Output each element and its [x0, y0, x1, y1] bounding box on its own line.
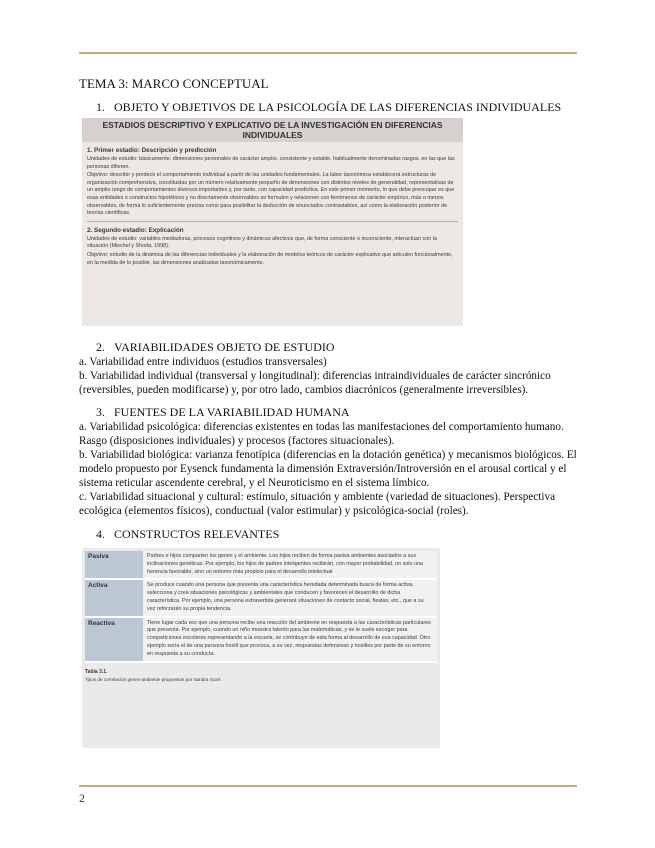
table-row: [85, 551, 437, 580]
scan-stage1-objective: Objetivo: describir y predecir el comportamiento individual a partir de las unidades fundamentales. La labor taxonómica establecerá estructuras de organización comprehensiva, constituidas por un número relativamente pequeño de dimensiones con distintos niveles de generalidad, representativas de un amplio rango de comportamientos diversos importantes y, por tanto, con capacidad predictiva. En este primer momento, lo que debe preocupar es que esas entidades o constructos hipotéticos y no directamente observables se formulen y relacionen con fenómenos de carácter empírico, más o menos observables, de forma lo suficientemente precisa como para posibilitar la deducción de enunciados contrastables, así como la elaboración posterior de teorías científicas.: [87, 172, 455, 217]
section-heading-text: VARIABILIDADES OBJETO DE ESTUDIO: [114, 340, 335, 354]
section-heading-1: [79, 100, 579, 115]
footer-rule: [79, 785, 577, 787]
scan-stage2-units: Unidades de estudio: variables mediadoras, procesos cognitivos y dinámicos afectivos que, de forma consciente o inconsciente, interactúan con la situación (Mischel y Shoda, 1998).: [87, 235, 437, 250]
table-row-text: Se produce cuando una persona que presenta una característica heredada determinada busca de forma activa, selecciona y crea situaciones psicológicas y ambientales que conducen y favorecen el desarrollo de dicha característica. Por ejemplo, una persona extravertida generará situaciones de contacto social, fiestas, etc., que a su vez reforzarán su propia tendencia.: [143, 580, 437, 615]
section-heading-2: [79, 340, 579, 355]
table-caption-text: Tipos de correlación genes-ambiente propuestos por Sandra Scarr.: [85, 676, 222, 682]
section-heading-4: [79, 527, 579, 542]
section-heading-3: [79, 405, 579, 420]
scanned-figure-estadios: [82, 118, 463, 326]
scanned-table-correlacion: [82, 548, 440, 748]
scan-stage2-heading: 2. Segundo estadio: Explicación: [87, 226, 184, 234]
section-number: 1.: [96, 100, 105, 114]
page-number: 2: [79, 791, 85, 805]
section-number: 3.: [96, 405, 105, 419]
section-heading-text: FUENTES DE LA VARIABILIDAD HUMANA: [114, 405, 350, 419]
scan-stage1-heading: 1. Primer estadio: Descripción y predicción: [87, 147, 217, 154]
scan-stage1-units: Unidades de estudio: básicamente, dimensiones personales de carácter amplio, consistente y estable, habitualmente denominadas rasgos, en las que las personas difieren.: [87, 156, 455, 170]
table-row-label: Pasiva: [85, 551, 143, 578]
paragraph: a. Variabilidad entre individuos (estudios transversales): [79, 356, 327, 368]
page-content: [79, 76, 579, 748]
table-row-label: Reactiva: [85, 618, 143, 661]
table-row-text: Padres e hijos comparten los genes y el ambiente. Los hijos reciben de forma pasiva ambientes asociados a sus inclinaciones genéticas. Por ejemplo, los hijos de padres inteligentes recibirán, con mayor probabilidad, no solo una herencia favorable, sino un entorno más propicio para el desarrollo intelectual: [143, 551, 437, 578]
scan-divider: [87, 221, 458, 222]
scan-title: ESTADIOS DESCRIPTIVO Y EXPLICATIVO DE LA INVESTIGACIÓN EN DIFERENCIAS INDIVIDUALES: [82, 118, 463, 142]
table-caption-number: Tabla 3.1.: [85, 668, 108, 675]
paragraph: b. Variabilidad biológica: varianza fenotípica (diferencias en la dotación genética) y mecanismos biológicos. El modelo propuesto por Eysenck fundamenta la dimensión Extraversión/Introversión en el arousal cortical y el sistema reticular ascendente cerebral, y el Neuroticismo en el sistema límbico.: [79, 449, 577, 489]
header-rule: [79, 52, 577, 54]
scan-stage2-objective: Objetivo: estudio de la dinámica de las diferencias individuales y la elaboración de modelos teóricos de carácter explicativo que articulen funcionalmente, en la medida de lo posible, las dimensiones analizadas taxonómicamente.: [87, 251, 453, 266]
section-heading-text: CONSTRUCTOS RELEVANTES: [114, 527, 280, 541]
paragraph: a. Variabilidad psicológica: diferencias existentes en todas las manifestaciones del comportamiento humano. Rasgo (disposiciones individuales) y procesos (factores situacionales).: [79, 421, 564, 447]
table-row: [85, 618, 437, 663]
paragraph: b. Variabilidad individual (transversal y longitudinal): diferencias intraindividuales de carácter sincrónico (reversibles, pueden modificarse) y, por otro lado, cambios diacrónicos (generalmente irreversibles).: [79, 370, 551, 396]
table-row-label: Activa: [85, 580, 143, 615]
page-title: TEMA 3: MARCO CONCEPTUAL: [79, 76, 269, 91]
section-number: 2.: [96, 340, 105, 354]
section-heading-text: OBJETO Y OBJETIVOS DE LA PSICOLOGÍA DE LAS DIFERENCIAS INDIVIDUALES: [114, 100, 562, 114]
paragraph: c. Variabilidad situacional y cultural: estímulo, situación y ambiente (variedad de situaciones). Perspectiva ecológica (elementos físicos), conductual (valor estimular) y psicológica-social (roles).: [79, 491, 556, 517]
section-number: 4.: [96, 527, 105, 541]
table-row-text: Tiene lugar cada vez que una persona recibe una reacción del ambiente en respuesta a las características particulares que presenta. Por ejemplo, cuando un niño muestra talento para las matemáticas, y se le suele escoger para competiciones escolares representando a la escuela, se contribuye de esta forma al desarrollo de esa capacidad. Otro ejemplo sería el de una persona hostil que provoca, a su vez, respuestas defensivas y hostiles por parte de su entorno en respuesta a su conducta.: [143, 618, 437, 661]
table-row: [85, 580, 437, 617]
